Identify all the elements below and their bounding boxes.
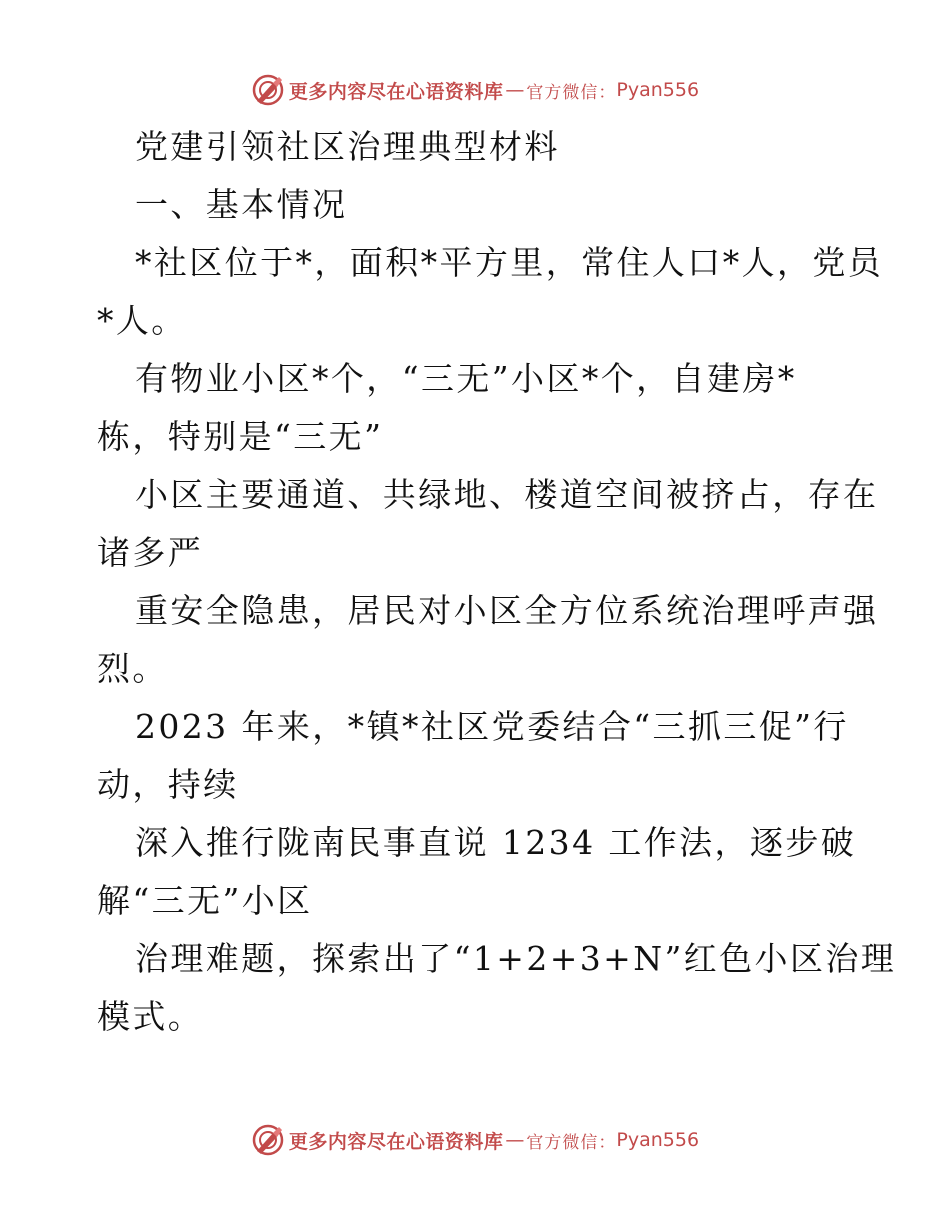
paragraph-line: 深入推行陇南民事直说 1234 工作法，逐步破	[135, 823, 857, 862]
banner-dash: —	[505, 79, 525, 101]
paragraph-line: *人。	[97, 301, 187, 340]
banner-wechat-label: 官方微信：	[526, 82, 617, 103]
paragraph-line: 治理难题，探索出了“1+2+3+N”红色小区治理	[135, 939, 897, 978]
document-body	[97, 118, 897, 1046]
pen-logo-icon	[251, 73, 285, 107]
banner-main-text: 更多内容尽在心语资料库	[288, 80, 504, 103]
document-title: 党建引领社区治理典型材料	[135, 127, 560, 166]
paragraph-line: 有物业小区*个，“三无”小区*个，自建房*	[135, 359, 797, 398]
paragraph-line: 诸多严	[97, 533, 204, 572]
banner-wechat-id: Pyan556	[616, 1129, 700, 1151]
paragraph-line: 模式。	[97, 997, 204, 1036]
paragraph-line: *社区位于*，面积*平方里，常住人口*人，党员	[135, 243, 884, 282]
banner-main-text: 更多内容尽在心语资料库	[288, 1130, 504, 1153]
paragraph-line: 小区主要通道、共绿地、楼道空间被挤占，存在	[135, 475, 879, 514]
paragraph-line: 解“三无”小区	[97, 881, 313, 920]
paragraph-line: 重安全隐患，居民对小区全方位系统治理呼声强	[135, 591, 879, 630]
paragraph-line: 2023 年来，*镇*社区党委结合“三抓三促”行	[135, 707, 849, 746]
section-heading: 一、基本情况	[135, 185, 348, 224]
header-watermark	[0, 70, 950, 110]
banner-dash: —	[505, 1129, 525, 1151]
pen-logo-icon	[251, 1123, 285, 1157]
paragraph-line: 烈。	[97, 649, 168, 688]
footer-watermark	[0, 1120, 950, 1160]
banner-wechat-label: 官方微信：	[526, 1132, 617, 1153]
paragraph-line: 栋，特别是“三无”	[97, 417, 384, 456]
paragraph-line: 动，持续	[97, 765, 239, 804]
banner-wechat-id: Pyan556	[616, 79, 700, 101]
